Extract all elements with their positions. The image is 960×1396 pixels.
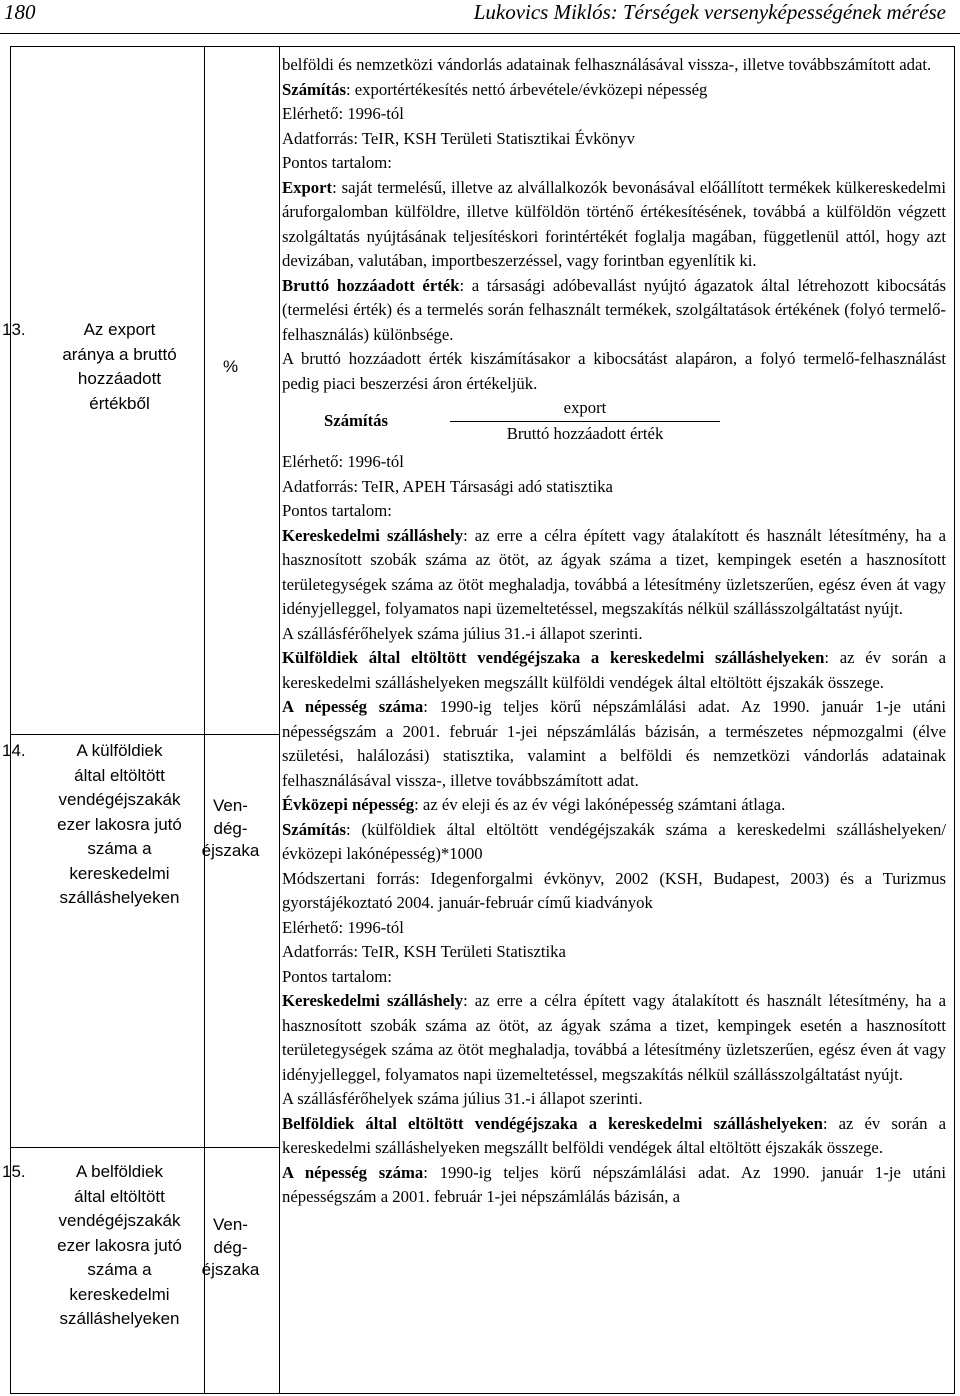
table-row-15-indicator — [2, 1160, 193, 1332]
column-divider — [204, 47, 205, 1393]
indicator-line: kereskedelmi — [69, 1284, 170, 1304]
running-title: Lukovics Miklós: Térségek versenyképességének mérése — [473, 0, 946, 24]
definition: Belföldiek által eltöltött vendégéjszaka a kereskedelmi szálláshelyeken: az év során a kereskedelmi szálláshelyeken megszállt belföldi vendégek által eltöltött éjszakák összege. — [282, 1113, 946, 1157]
indicator-line: kereskedelmi — [69, 863, 170, 883]
description-column — [282, 53, 946, 1210]
indicator-line: vendégéjszakák — [58, 790, 181, 809]
row-divider — [11, 1147, 279, 1148]
table-row-14-indicator — [2, 739, 193, 911]
page-header — [0, 0, 960, 34]
available-from: Elérhető: 1996-tól — [282, 917, 404, 937]
term: Belföldiek által eltöltött vendégéjszaka a kereskedelmi szálláshelyeken — [282, 1113, 823, 1133]
exact-content-label: Pontos tartalom: — [282, 153, 392, 172]
term: Számítás — [282, 79, 346, 99]
formula-numerator: export — [563, 398, 607, 417]
data-source: Adatforrás: TeIR, KSH Területi Statisztikai Évkönyv — [282, 128, 635, 148]
unit-line: éjszaka — [201, 841, 260, 860]
term: Évközepi népesség — [282, 795, 415, 814]
indicator-line: értékből — [89, 393, 150, 413]
page-number: 180 — [4, 0, 36, 24]
indicator-line: száma a — [87, 839, 152, 858]
unit-line: Ven- — [213, 1215, 248, 1234]
definition: Évközepi népesség: az év eleji és az év végi lakónépesség számtani átlaga. — [282, 795, 786, 814]
paragraph: A bruttó hozzáadott érték kiszámításakor a kibocsátást alapáron, a folyó termelő-felhasználást pedig piaci beszerzési áron értékeljük. — [282, 349, 946, 393]
methodology-source: Módszertani forrás: Idegenforgalmi évkönyv, 2002 (KSH, Budapest, 2003) és a Turizmus gyorstájékoztató 2004. január-február című kiadványok — [282, 868, 946, 912]
term: A népesség száma — [282, 1162, 424, 1182]
definition: A népesség száma: 1990-ig teljes körű népszámlálási adat. Az 1990. január 1-je utáni népességszám a 2001. február 1-jei népszámlálás bázisán, a természetes népmozgalmi (élve születési, halálozási) statisztika, valamint a belföldi és nemzetközi vándorlás adatainak felhasználásával vissza-, illetve továbbszámított adat. — [282, 697, 946, 790]
row-divider — [11, 734, 279, 735]
row-number: 14. — [2, 741, 26, 760]
available-from: Elérhető: 1996-tól — [282, 104, 404, 123]
indicator-line: által eltöltött — [74, 1186, 165, 1206]
definition: Külföldiek által eltöltött vendégéjszaka a kereskedelmi szálláshelyeken: az év során a kereskedelmi szálláshelyeken megszállt külföldi vendégek által eltöltött éjszakák összege. — [282, 648, 946, 692]
indicator-line: által eltöltött — [74, 765, 165, 785]
unit-line: dég- — [213, 818, 248, 838]
term: Külföldiek által eltöltött vendégéjszaka a kereskedelmi szálláshelyeken — [282, 648, 825, 667]
definition: Kereskedelmi szálláshely: az erre a célra épített vagy átalakított és használt létesítmény, ha a hasznosított szobák száma az ötöt, az ágyak száma a tizet, kempingek esetén a hasznosított területegységek száma az ötöt meghaladja, továbbá a létesítmény üzletszerűen, egész éven át vagy idényjelleggel, folyamatos napi üzemeltetéssel, megszakítás nélkül szállásszolgáltatást nyújt. — [282, 525, 946, 618]
indicator-line: aránya a bruttó — [62, 344, 177, 364]
indicator-line: vendégéjszakák — [58, 1211, 181, 1230]
term: Export — [282, 177, 333, 197]
indicator-line: ezer lakosra jutó — [57, 1235, 182, 1255]
paragraph: A szállásférőhelyek száma július 31.-i állapot szerinti. — [282, 623, 643, 643]
paragraph: belföldi és nemzetközi vándorlás adatainak felhasználásával vissza-, illetve továbbszámított adat. — [282, 55, 932, 74]
indicator-line: Az export — [83, 320, 156, 339]
formula — [282, 396, 946, 450]
indicator-line: A belföldiek — [76, 1162, 163, 1181]
data-source: Adatforrás: TeIR, APEH Társasági adó statisztika — [282, 476, 613, 496]
indicator-line: száma a — [87, 1260, 152, 1279]
exact-content-label: Pontos tartalom: — [282, 501, 392, 520]
paragraph: Számítás: exportértékesítés nettó árbevétele/évközepi népesség — [282, 79, 708, 99]
table-row-13-indicator — [2, 318, 193, 416]
table-row-13-unit: % — [222, 357, 239, 376]
term: Kereskedelmi szálláshely — [282, 991, 464, 1010]
definition: Számítás: (külföldiek által eltöltött vendégéjszakák száma a kereskedelmi szálláshelyeken/ évközepi lakónépesség)*1000 — [282, 819, 946, 863]
term: A népesség száma — [282, 697, 424, 716]
indicator-line: ezer lakosra jutó — [57, 814, 182, 834]
definition: Kereskedelmi szálláshely: az erre a célra épített vagy átalakított és használt létesítmény, ha a hasznosított szobák száma az ötöt, az ágyak száma a tizet, kempingek esetén a hasznosított területegységek száma az ötöt meghaladja, továbbá a létesítmény üzletszerűen, egész éven át vagy idényjelleggel, folyamatos napi üzemeltetéssel, megszakítás nélkül szállásszolgáltatást nyújt. — [282, 991, 946, 1084]
indicator-line: hozzáadott — [77, 369, 162, 388]
formula-denominator: Bruttó hozzáadott érték — [506, 424, 664, 443]
unit-line: éjszaka — [201, 1260, 260, 1279]
column-divider — [279, 47, 280, 1393]
row-number: 15. — [2, 1162, 26, 1181]
data-source: Adatforrás: TeIR, KSH Területi Statisztika — [282, 942, 566, 961]
definition: Export: saját termelésű, illetve az alvállalkozók bevonásával előállított termékek külkereskedelmi áruforgalomban külföldre, illetve külföldön történő értékesítésének, továbbá a külföldön végzett szolgáltatás nyújtásának teljesítéskori forintértékét foglalja magában, függetlenül attól, hogy azt devizában, valutában, importbeszerzéssel, vagy forintban egyenlítik ki. — [282, 177, 946, 270]
table-row-14-unit — [193, 795, 268, 863]
indicator-line: A külföldiek — [76, 741, 163, 760]
unit-line: dég- — [213, 1237, 248, 1257]
definition: Bruttó hozzáadott érték: a társasági adóbevallást nyújtó ágazatok által létrehozott kibocsátás (termelési érték) és a termelés során felhasznált termékek, szolgáltatások értékének (folyó termelő-felhasználás) különbsége. — [282, 275, 946, 344]
table-row-15-unit — [193, 1214, 268, 1282]
unit-line: Ven- — [213, 796, 248, 815]
paragraph: A szállásférőhelyek száma július 31.-i állapot szerinti. — [282, 1089, 643, 1108]
row-number: 13. — [2, 320, 26, 339]
term: Bruttó hozzáadott érték — [282, 275, 460, 295]
formula-label: Számítás — [324, 411, 388, 430]
available-from: Elérhető: 1996-tól — [282, 452, 404, 471]
indicator-line: szálláshelyeken — [59, 888, 180, 907]
term: Számítás — [282, 819, 346, 839]
definition: A népesség száma: 1990-ig teljes körű népszámlálási adat. Az 1990. január 1-je utáni népességszám a 2001. február 1-jei népszámlálás bázisán, a — [282, 1162, 946, 1206]
exact-content-label: Pontos tartalom: — [282, 966, 392, 986]
indicator-line: szálláshelyeken — [59, 1309, 180, 1328]
term: Kereskedelmi szálláshely — [282, 525, 464, 545]
